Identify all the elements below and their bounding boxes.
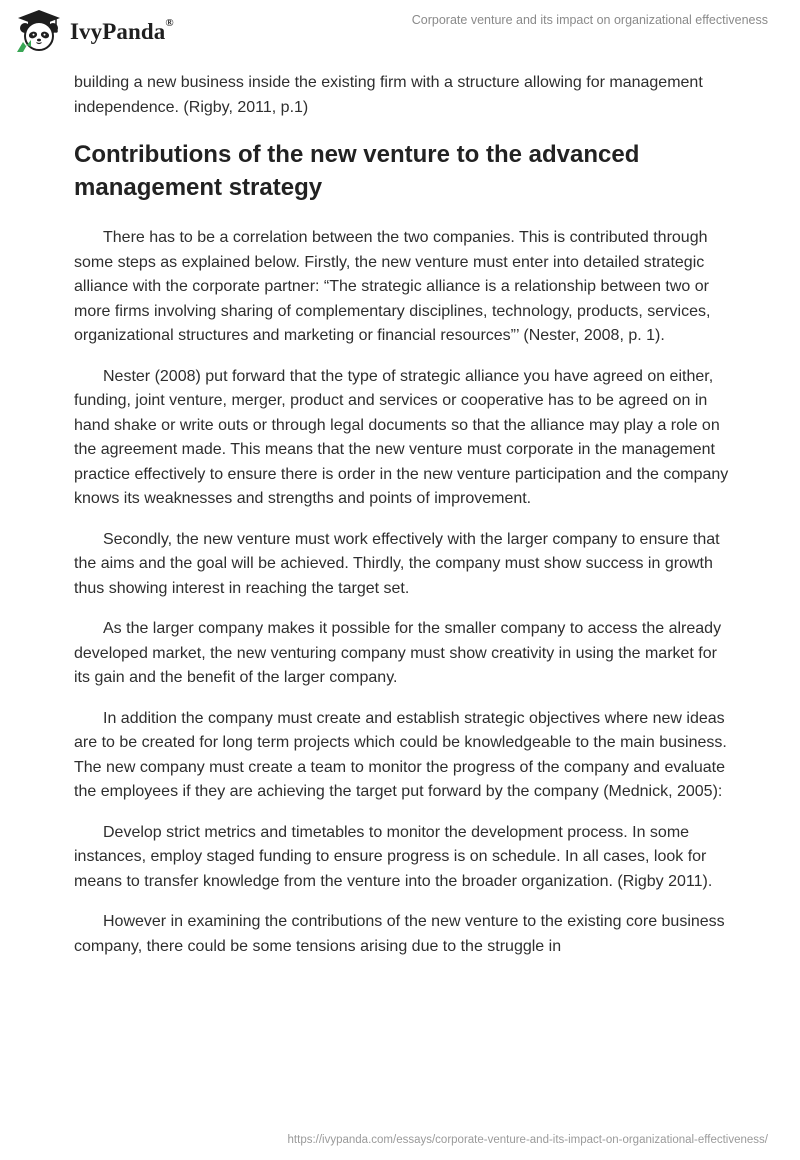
page-header [0, 0, 800, 64]
logo-text: IvyPanda® [70, 17, 174, 44]
body-paragraph: In addition the company must create and establish strategic objectives where new ideas are to be created for long term projects which could be knowledgeable to the main business. The new company must create a team to monitor the progress of the company and evaluate the employees if they are achieving the target put forward by the company (Mednick, 2005): [74, 709, 727, 800]
panda-graduate-icon [14, 6, 64, 56]
intro-paragraph: building a new business inside the existing firm with a structure allowing for management independence. (Rigby, 2011, p.1) [74, 74, 703, 116]
body-paragraph: There has to be a correlation between the two companies. This is contributed through some steps as explained below. Firstly, the new venture must enter into detailed strategic alliance with the corporate partner: “The strategic alliance is a relationship between two or more firms involving sharing of complementary disciplines, technology, products, services, organizational structures and marketing or financial resources”’ (Nester, 2008, p. 1). [74, 229, 711, 344]
essay-body [74, 71, 734, 975]
source-url[interactable]: https://ivypanda.com/essays/corporate-venture-and-its-impact-on-organizational-effectiveness/ [287, 1134, 768, 1146]
body-paragraph: However in examining the contributions of the new venture to the existing core business company, there could be some tensions arising due to the struggle in [74, 913, 725, 955]
section-heading: Contributions of the new venture to the advanced management strategy [74, 141, 640, 201]
site-logo[interactable] [14, 6, 174, 56]
body-paragraph: As the larger company makes it possible for the smaller company to access the already developed market, the new venturing company must show creativity in using the market for its gain and the benefit of the larger company. [74, 620, 722, 686]
document-title: Corporate venture and its impact on organizational effectiveness [411, 13, 768, 27]
quote-paragraph: Develop strict metrics and timetables to monitor the development process. In some instances, employ staged funding to ensure progress is on schedule. In all cases, look for means to transfer knowledge from the venture into the broader organization. (Rigby 2011). [74, 823, 713, 890]
registered-mark: ® [165, 17, 174, 29]
body-paragraph: Secondly, the new venture must work effectively with the larger company to ensure that the aims and the goal will be achieved. Thirdly, the company must show success in growth thus showing interest in reaching the target set. [74, 530, 720, 597]
body-paragraph: Nester (2008) put forward that the type of strategic alliance you have agreed on either, funding, joint venture, merger, product and services or cooperative has to be agreed on in hand shake or write outs or through legal documents so that the alliance may play a role on the agreement made. This means that the new venture must corporate in the management practice effectively to ensure there is order in the new venture participation and the company knows its weaknesses and strengths and points of improvement. [74, 367, 729, 507]
